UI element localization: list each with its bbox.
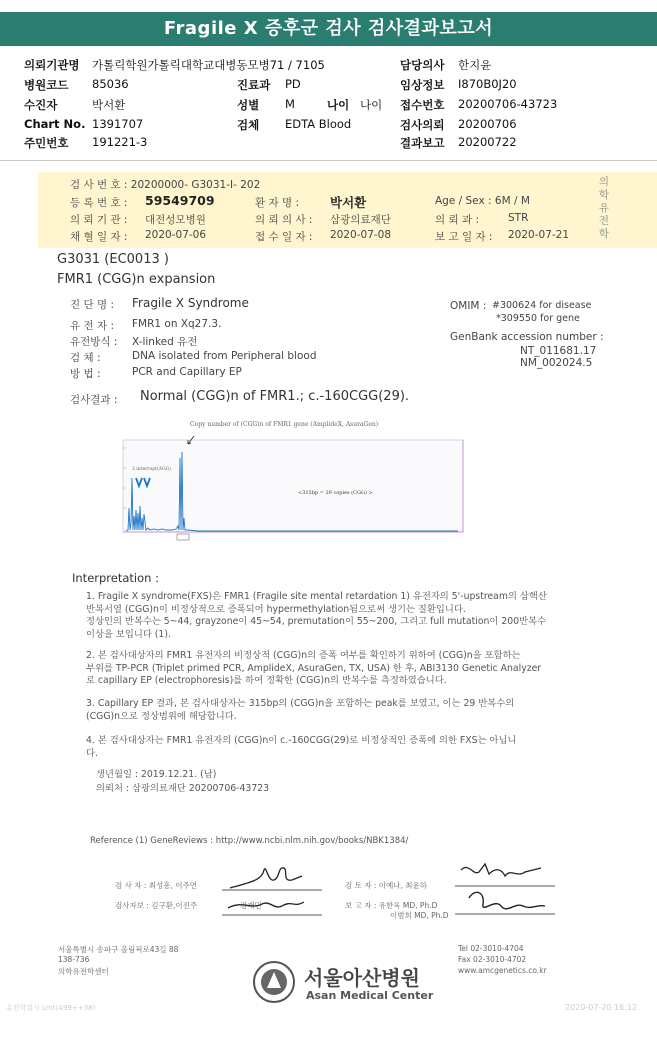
value-received-date: 2020-07-08 <box>330 229 392 241</box>
report-title: Fragile X 증후군 검사 검사결과보고서 <box>163 18 494 39</box>
label-sample: 검 체 : <box>70 352 101 364</box>
label-collection-date: 채 혈 일 자 : <box>70 231 128 243</box>
value-receipt-no: 20200706-43723 <box>458 97 558 111</box>
value-inheritance: X-linked 유전 <box>132 336 198 348</box>
label-omim: OMIM : <box>450 300 487 312</box>
value-report-date: 2020-07-21 <box>508 229 570 241</box>
interp-p2-line2: 부위를 TP-PCR (Triplet primed PCR, AmplideX, AsuraGen, TX, USA) 한 후, ABI3130 Genetic Analyzer <box>86 662 542 674</box>
report-title-bar <box>0 12 657 46</box>
label-hospital-code: 병원코드 <box>24 78 69 92</box>
value-registration-no: 59549709 <box>145 193 215 208</box>
age-sex: Age / Sex : 6M / M <box>435 195 530 207</box>
electropherogram-figure <box>118 418 468 546</box>
label-patient-name: 환 자 명 : <box>255 197 299 209</box>
hospital-name-korean: 서울아산병원 <box>304 966 420 990</box>
interp-p1-line2: 반복서열 (CGG)n이 비정상적으로 증폭되어 hypermethylation됨으로써 생기는 질환입니다. <box>86 603 466 615</box>
requesting-institution-ref: 의뢰처 : 삼광의료재단 20200706-43723 <box>96 783 270 794</box>
test-number: 검 사 번 호 : 20200000- G3031-I- 202 <box>70 179 261 191</box>
value-patient-name: 박서환 <box>330 195 367 210</box>
value-requesting-dept: STR <box>508 212 529 224</box>
label-requesting-org: 의뢰기관명 <box>24 58 80 72</box>
value-sex: M <box>285 97 295 111</box>
divider <box>0 160 657 161</box>
interp-p2-line3: 로 capillary EP (electrophoresis)를 하여 정확한 (CGG)n의 반복수를 측정하였습니다. <box>86 675 447 686</box>
reporter: 보 고 자 : 유한욱 MD, Ph.D <box>345 901 438 910</box>
label-clinical-info: 임상정보 <box>400 78 445 92</box>
figure-caption: Copy number of (CGG)n of FMR1 gene (AmplideX, AsuraGen) <box>190 421 379 428</box>
interp-p4-line1: 4. 본 검사대상자는 FMR1 유전자의 (CGG)n이 c.-160CGG(29)로 비정상적인 증폭에 의한 FXS는 아닙니 <box>86 735 517 746</box>
phone: Tel 02-3010-4704 <box>458 944 524 953</box>
value-attending-doctor: 한지윤 <box>458 58 492 72</box>
label-received-date: 접 수 일 자 : <box>255 231 313 243</box>
label-specimen: 검체 <box>237 118 260 132</box>
asan-foundation-logo-icon <box>252 960 296 1004</box>
test-code: G3031 (EC0013 ) <box>57 252 169 267</box>
footer-form-code: 유전학검사 Lmt(A99++38) <box>6 1004 96 1012</box>
value-chart-no: 1391707 <box>92 117 144 131</box>
value-requesting-institution: 대전성모병원 <box>145 214 206 226</box>
value-omim-gene: *309550 for gene <box>496 313 580 324</box>
examiner: 검 사 자 : 최성흥, 이주연 <box>115 881 198 890</box>
interp-p1-line1: 1. Fragile X syndrome(FXS)은 FMR1 (Fragile site mental retardation 1) 유전자의 5'-upstream의 삼핵산 <box>86 591 547 602</box>
label-receipt-no: 접수번호 <box>400 98 445 112</box>
test-name: FMR1 (CGG)n expansion <box>57 272 216 287</box>
interp-p3-line1: 3. Capillary EP 결과, 본 검사대상자는 315bp의 (CGG)n을 포함하는 peak를 보였고, 이는 29 반복수의 <box>86 698 515 709</box>
label-genbank: GenBank accession number : <box>450 331 604 343</box>
examiner-signature <box>222 860 326 920</box>
value-gene: FMR1 on Xq27.3. <box>132 318 222 330</box>
peak-size-box <box>177 534 189 540</box>
interp-p3-line2: (CGG)n으로 정상범위에 해당합니다. <box>86 710 237 722</box>
interp-p1-line3: 정상인의 반복수는 5~44, grayzone이 45~54, premutation이 55~200, 그리고 full mutation이 200반복수 <box>86 616 547 627</box>
interpretation-paragraph-4 <box>86 735 596 760</box>
label-requesting-doctor: 의 뢰 의 사 : <box>255 214 313 226</box>
address-line-2: 138-736 <box>58 955 90 964</box>
label-chart-no: Chart No. <box>24 117 86 131</box>
footer-print-timestamp: 2020-07-20 16:12 <box>565 1003 638 1012</box>
label-result-report: 결과보고 <box>400 136 445 150</box>
value-method: PCR and Capillary EP <box>132 366 242 378</box>
fax: Fax 02-3010-4702 <box>458 955 527 964</box>
interp-p1-line4: 이상을 보입니다 (1). <box>86 628 171 640</box>
value-hospital-code: 85036 <box>92 77 129 91</box>
peak-annotation: <315bp = 29 copies (CGG) > <box>298 490 373 496</box>
value-collection-date: 2020-07-06 <box>145 229 207 241</box>
department-vertical-label: 의학유전학 <box>598 176 610 240</box>
interpretation-paragraph-3 <box>86 698 596 723</box>
label-gene: 유 전 자 : <box>70 320 114 332</box>
label-age: 나이 <box>327 98 350 112</box>
address-line-3: 의학유전학센터 <box>58 967 109 976</box>
label-requesting-dept: 의 뢰 과 : <box>435 214 479 226</box>
interp-p2-line1: 2. 본 검사대상자의 FMR1 유전자의 비정상적 (CGG)n의 증폭 여부를 확인하기 위하여 (CGG)n을 포함하는 <box>86 650 521 661</box>
reviewer: 검 토 자 : 이예나, 최윤하 <box>345 881 428 890</box>
value-genbank-nt: NT_011681.17 <box>520 345 597 357</box>
value-test-request: 20200706 <box>458 117 517 131</box>
label-attending-doctor: 담당의사 <box>400 58 445 72</box>
assistant-examiner: 검사자보 : 김구환,이진주 김재민 <box>115 901 262 910</box>
label-resident-no: 주민번호 <box>24 136 69 150</box>
reporter-2: 이범희 MD, Ph.D <box>390 911 449 920</box>
date-of-birth: 생년월일 : 2019.12.21. (남) <box>96 769 217 780</box>
value-specimen: EDTA Blood <box>285 117 352 131</box>
value-result-report: 20200722 <box>458 135 517 149</box>
reviewer-signature <box>455 858 559 922</box>
value-resident-no: 191221-3 <box>92 135 148 149</box>
interpretation-paragraph-1 <box>86 591 596 641</box>
interpretation-paragraph-2 <box>86 650 596 688</box>
value-age: 나이 <box>360 98 383 112</box>
interpretation-title: Interpretation : <box>72 571 159 585</box>
label-inheritance: 유전방식 : <box>70 336 118 348</box>
value-patient: 박서환 <box>92 98 126 112</box>
label-registration-no: 등 록 번 호 : <box>70 197 128 209</box>
label-method: 방 법 : <box>70 368 101 380</box>
interp-p4-line2: 다. <box>86 747 98 759</box>
value-result: Normal (CGG)n of FMR1.; c.-160CGG(29). <box>140 389 410 404</box>
label-result: 검사결과 : <box>70 394 118 406</box>
label-department: 진료과 <box>237 78 271 92</box>
label-test-request: 검사의뢰 <box>400 118 445 132</box>
value-sample: DNA isolated from Peripheral blood <box>132 350 317 362</box>
value-department: PD <box>285 77 301 91</box>
value-genbank-nm: NM_002024.5 <box>520 357 593 369</box>
interrupt-annotation: 2 interrupt(AGG) <box>132 467 171 472</box>
value-requesting-doctor: 삼광의료재단 <box>330 214 391 226</box>
address-line-1: 서울특별시 송파구 올림픽로43길 88 <box>58 945 179 954</box>
value-requesting-org: 가톨릭학원가톨릭대학교대병동모병71 / 7105 <box>92 58 325 72</box>
label-diagnosis: 진 단 명 : <box>70 299 114 311</box>
hospital-name-english: Asan Medical Center <box>306 989 434 1002</box>
label-report-date: 보 고 일 자 : <box>435 231 493 243</box>
value-diagnosis: Fragile X Syndrome <box>132 296 249 310</box>
reference: Reference (1) GeneReviews : http://www.ncbi.nlm.nih.gov/books/NBK1384/ <box>90 836 409 846</box>
value-clinical-info: I870B0J20 <box>458 77 517 91</box>
label-requesting-institution: 의 뢰 기 관 : <box>70 214 128 226</box>
value-omim-disease: #300624 for disease <box>492 300 592 311</box>
label-sex: 성별 <box>237 98 260 112</box>
label-patient: 수진자 <box>24 98 58 112</box>
plot-area <box>123 440 463 532</box>
website: www.amcgenetics.co.kr <box>458 966 547 975</box>
